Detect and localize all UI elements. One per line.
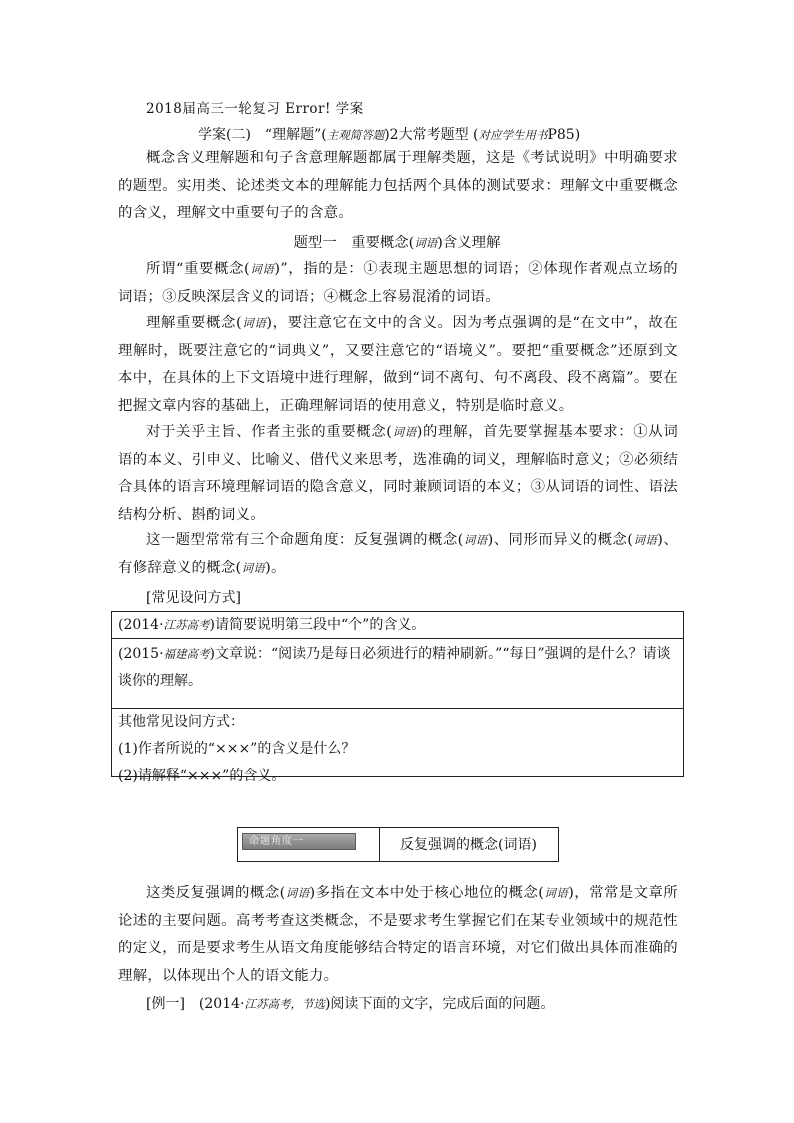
section-prefix: 题型一 重要概念( [293, 235, 415, 251]
para3-note: 词语 [241, 316, 267, 330]
para6-c: )，常常是文章所论述的主要问题。高考考查这类概念，不是要求考生掌握它们在某专业领域中的规范性的定义，而是要求考生从语文角度能够结合特定的语言环境，对它们做出具体而准确的理解，以体现出个人的语文能力。 [118, 885, 679, 984]
q2-a: (2015· [118, 646, 164, 662]
para5-note-2: 词语 [633, 533, 658, 547]
requirements-paragraph [118, 419, 678, 529]
para4-b: )的理解，首先要掌握基本要求：①从词语的本义、引申义、比喻义、借代义来思考，选准确的词义，理解临时意义；②必须结合具体的语言环境理解词语的隐含意义，同时兼顾词语的本义；③从词语的词性、语法结构分析、斟酌词义。 [118, 424, 679, 523]
q2-b: )文章说：“阅读乃是每日必须进行的精神刷新。”“每日”强调的是什么？请谈谈你的理解。 [118, 646, 671, 689]
lesson-title [198, 124, 580, 144]
understanding-paragraph [118, 310, 678, 420]
para5-b: )、同形而异义的概念( [487, 532, 634, 548]
para4-note: 词语 [392, 425, 417, 439]
question-row-other [112, 709, 683, 784]
q1-note: 江苏高考 [163, 618, 210, 632]
questions-table [111, 611, 684, 784]
example-heading [146, 993, 554, 1013]
para2-a: 所谓“重要概念( [146, 261, 250, 277]
para6-b: )多指在文本中处于核心地位的概念( [309, 885, 545, 901]
title-suffix: P85) [547, 127, 581, 143]
document-header: 2018届高三一轮复习 Error! 学案 [146, 101, 364, 117]
para5-note-1: 词语 [463, 533, 488, 547]
angle-title: 反复强调的概念(词语) [400, 837, 537, 853]
angle-divider [379, 828, 380, 861]
common-questions-heading: [常见设问方式] [146, 590, 241, 606]
example-note: 江苏高考，节选 [244, 997, 325, 1011]
section-title [0, 231, 794, 252]
other-question-2: (2)请解释“×××”的含义。 [118, 768, 286, 784]
title-prefix: 学案(二) “理解题”( [198, 127, 327, 143]
definition-paragraph [118, 256, 678, 311]
para5-c: )、有修辞意义的概念( [118, 532, 679, 576]
title-page-note: 对应学生用书 [478, 128, 548, 142]
para2-b: )”，指的是：①表现主题思想的词语；②体现作者观点立场的词语；③反映深层含义的词语；④概念上容易混淆的词语。 [118, 261, 678, 305]
example-label: [例一] (2014· [146, 996, 245, 1012]
title-middle: )2大常考题型 ( [384, 127, 479, 143]
repeated-concepts-paragraph [118, 880, 678, 990]
para4-a: 对于关乎主旨、作者主张的重要概念( [146, 424, 393, 440]
q1-a: (2014· [118, 617, 164, 633]
example-suffix: )阅读下面的文字，完成后面的问题。 [324, 996, 555, 1012]
other-question-1: (1)作者所说的“×××”的含义是什么？ [118, 741, 356, 757]
section-suffix: )含义理解 [437, 235, 501, 251]
para5-note-3: 词语 [241, 560, 266, 575]
para2-note: 词语 [249, 262, 275, 276]
para6-a: 这类反复强调的概念( [146, 885, 286, 901]
q2-note: 福建高考 [163, 647, 210, 661]
section-note: 词语 [414, 236, 438, 250]
angle-box [237, 827, 559, 862]
question-row-2014 [112, 612, 683, 639]
other-title: 其他常见设问方式： [118, 714, 244, 730]
para6-note-2: 词语 [544, 886, 569, 900]
para5-d: )。 [265, 559, 286, 576]
title-note: 主观简答题 [326, 128, 385, 142]
para6-note-1: 词语 [285, 886, 310, 900]
angle-tag: 命题角度一 [242, 833, 356, 850]
angles-paragraph [118, 527, 678, 582]
para3-b: )，要注意它在文中的含义。因为考点强调的是“在文中”，故在理解时，既要注意它的“词典义”，又要注意它的“语境义”。要把“重要概念”还原到文本中，在具体的上下文语境中进行理解，做到“词不离句、句不离段、段不离篇”。要在把握文章内容的基础上，正确理解词语的使用意义，特别是临时意义。 [118, 315, 679, 414]
intro-paragraph: 概念含义理解题和句子含意理解题都属于理解类题，这是《考试说明》中明确要求的题型。实用类、论述类文本的理解能力包括两个具体的测试要求：理解文中重要概念的含义，理解文中重要句子的含意。 [118, 150, 678, 221]
question-row-2015 [112, 639, 683, 709]
para5-a: 这一题型常常有三个命题角度：反复强调的概念( [146, 532, 464, 548]
q1-b: )请简要说明第三段中“个”的含义。 [209, 617, 426, 633]
para3-a: 理解重要概念( [146, 315, 242, 331]
